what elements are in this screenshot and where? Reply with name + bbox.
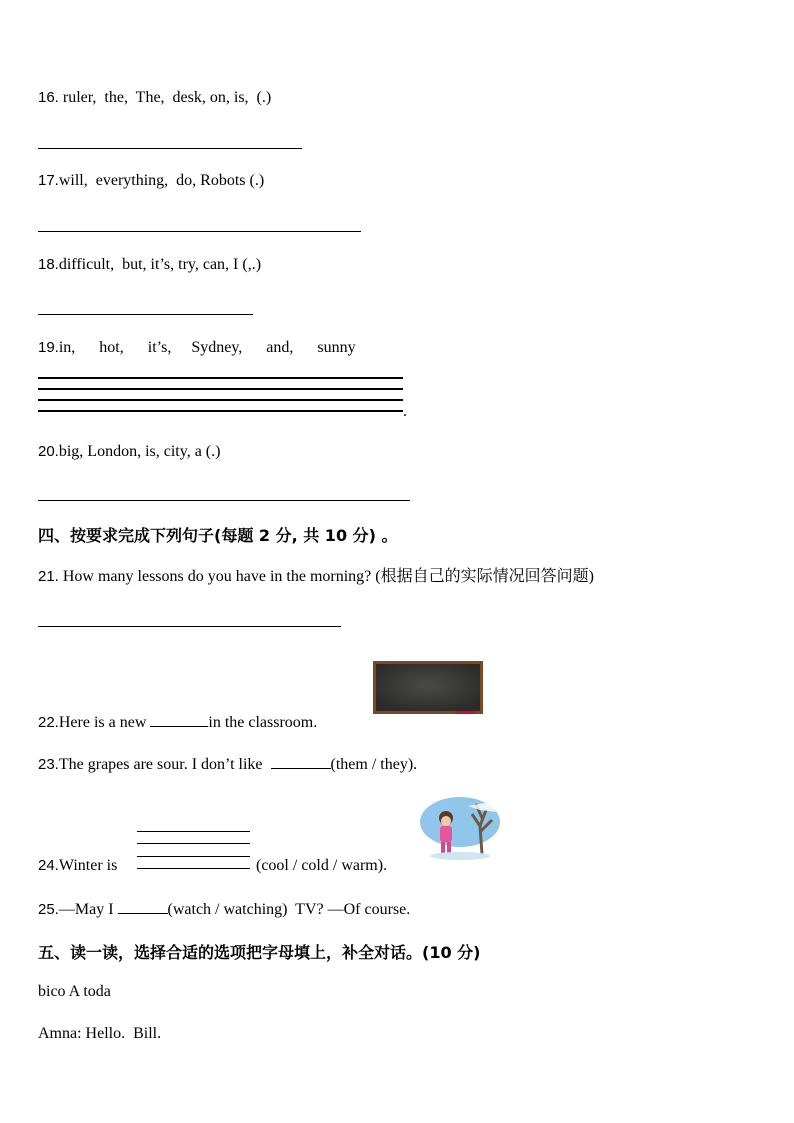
answer-line[interactable] (38, 399, 403, 401)
question-text: big, London, is, city, a (.) (58, 443, 221, 460)
text-after-blank: (cool / cold / warm). (252, 857, 388, 874)
question-21 (38, 567, 594, 587)
question-number: 24. (38, 857, 59, 874)
answer-line[interactable] (38, 148, 302, 149)
question-number: 19. (38, 339, 59, 356)
question-17 (38, 171, 264, 191)
question-24 (38, 856, 121, 876)
text-after-blank: (watch / watching) TV? —Of course. (167, 901, 411, 918)
question-number: 18. (38, 256, 59, 273)
answer-line[interactable] (137, 868, 250, 869)
dialogue-line: bico A toda (38, 983, 111, 1000)
question-text: difficult, but, it’s, try, can, I (,.) (58, 256, 262, 273)
dialogue-line: Amna: Hello. Bill. (38, 1025, 162, 1042)
question-number: 17. (38, 172, 59, 189)
question-16 (38, 88, 271, 108)
text-after-blank: in the classroom. (208, 714, 318, 731)
question-text: ruler, the, The, desk, on, is, (.) (58, 89, 272, 106)
answer-line[interactable] (38, 314, 253, 315)
answer-line[interactable] (38, 377, 403, 379)
fill-blank[interactable] (150, 712, 208, 727)
question-text: in, hot, it’s, Sydney, and, sunny (58, 339, 356, 356)
question-text: How many lessons do you have in the morning? (根据自己的实际情况回答问题) (58, 568, 594, 585)
question-number: 22. (38, 714, 59, 731)
section-heading: 四、按要求完成下列句子(每题 2 分, 共 10 分) 。 (38, 526, 398, 545)
answer-line[interactable] (38, 388, 403, 390)
answer-line[interactable] (38, 626, 341, 627)
end-period: . (403, 403, 407, 420)
text-before-blank: Winter is (58, 857, 122, 874)
question-22 (38, 712, 317, 733)
question-25 (38, 899, 410, 920)
winter-scene-icon (420, 796, 500, 862)
winter-girl-image (420, 796, 500, 862)
answer-line[interactable] (137, 831, 250, 832)
text-before-blank: —May I (58, 901, 118, 918)
question-20 (38, 442, 220, 462)
fill-blank[interactable] (271, 754, 331, 769)
question-number: 23. (38, 756, 59, 773)
answer-line[interactable] (38, 231, 361, 232)
answer-line[interactable] (137, 843, 250, 844)
answer-line[interactable] (38, 410, 403, 412)
question-18 (38, 255, 261, 275)
question-text: will, everything, do, Robots (.) (58, 172, 265, 189)
question-23 (38, 754, 417, 775)
blackboard-image (373, 661, 483, 716)
blackboard-icon (373, 661, 483, 716)
question-number: 25. (38, 901, 59, 918)
text-before-blank: Here is a new (58, 714, 151, 731)
fill-blank[interactable] (118, 899, 168, 914)
answer-line[interactable] (38, 500, 410, 501)
answer-line[interactable] (137, 856, 250, 857)
text-before-blank: The grapes are sour. I don’t like (58, 756, 271, 773)
question-number: 20. (38, 443, 59, 460)
text-after-blank: (them / they). (330, 756, 418, 773)
question-number: 16. (38, 89, 59, 106)
section-heading: 五、读一读，选择合适的选项把字母填上，补全对话。(10 分) (38, 943, 481, 962)
question-19 (38, 338, 356, 358)
question-number: 21. (38, 568, 59, 585)
